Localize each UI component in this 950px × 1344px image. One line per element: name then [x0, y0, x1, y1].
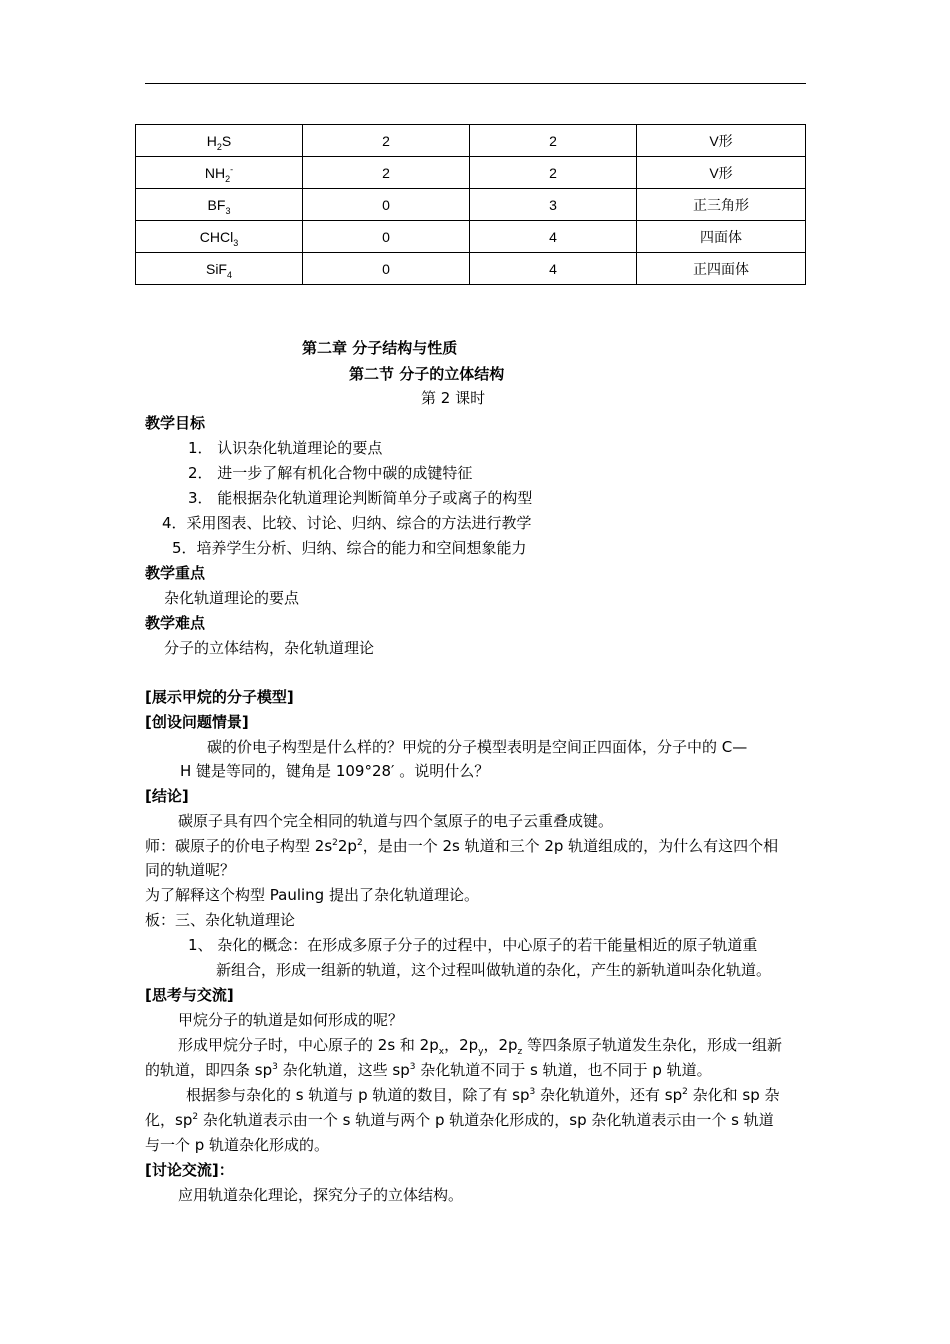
think-text: 的轨道，即四条 $sp^3$ 杂化轨道，这些 $sp^3$ 杂化轨道不同于 s 轨道，也不同于 p 轨道。 [145, 1061, 712, 1079]
pair-total-cell: 4 [470, 253, 637, 285]
goal-item: 3． 能根据杂化轨道理论判断简单分子或离子的构型 [188, 489, 533, 507]
teacher-line: 同的轨道呢？ [145, 861, 236, 879]
think-text: 与一个 p 轨道杂化形成的。 [145, 1136, 330, 1154]
board-line: 板：三、杂化轨道理论 [145, 911, 296, 929]
table-row [136, 157, 806, 189]
think-heading: [思考与交流] [145, 986, 234, 1004]
think-text: 化，$sp^2$ 杂化轨道表示由一个 s 轨道与两个 p 轨道杂化形成的，sp 杂化轨道表示由一个 s 轨道 [145, 1111, 774, 1129]
formula-cell: $H_2S$ [136, 125, 303, 157]
difficulty-title: 教学难点 [145, 614, 206, 632]
shape-cell: 正四面体 [637, 253, 806, 285]
think-text: 根据参与杂化的 s 轨道与 p 轨道的数目，除了有 $sp^3$ 杂化轨道外，还有 $sp^2$ 杂化和 sp 杂 [186, 1086, 780, 1104]
shape-cell: 正三角形 [637, 189, 806, 221]
formula-cell: $BF_3$ [136, 189, 303, 221]
lone-pair-cell: 0 [303, 221, 470, 253]
table-row [136, 125, 806, 157]
header-rule [145, 83, 806, 84]
pauling-line: 为了解释这个构型 Pauling 提出了杂化轨道理论。 [145, 886, 479, 904]
lone-pair-cell: 0 [303, 253, 470, 285]
section-title: 第二节 分子的立体结构 [349, 365, 505, 383]
formula-cell: CHCl$_3$ [136, 221, 303, 253]
lesson-label: 第 2 课时 [421, 389, 486, 407]
table-row [136, 189, 806, 221]
formula-cell: $NH_2^-$ [136, 157, 303, 189]
discuss-heading: [讨论交流]： [145, 1161, 234, 1179]
lone-pair-cell: 2 [303, 157, 470, 189]
shape-cell: V形 [637, 125, 806, 157]
shape-cell: 四面体 [637, 221, 806, 253]
situation-heading: [创设问题情景] [145, 713, 249, 731]
hybrid-concept-line: 1、 杂化的概念：在形成多原子分子的过程中，中心原子的若干能量相近的原子轨道重 [188, 936, 758, 954]
key-title: 教学重点 [145, 564, 206, 582]
key-text: 杂化轨道理论的要点 [164, 589, 300, 607]
pair-total-cell: 2 [470, 157, 637, 189]
question-line: H 键是等同的，键角是 109°28′ 。说明什么？ [180, 762, 490, 780]
table-row [136, 221, 806, 253]
show-model-heading: [展示甲烷的分子模型] [145, 688, 294, 706]
hybrid-concept-line: 新组合，形成一组新的轨道，这个过程叫做轨道的杂化，产生的新轨道叫杂化轨道。 [216, 961, 772, 979]
goal-item: 2． 进一步了解有机化合物中碳的成键特征 [188, 464, 473, 482]
conclusion-heading: [结论] [145, 787, 189, 805]
goal-item: 1． 认识杂化轨道理论的要点 [188, 439, 383, 457]
lone-pair-cell: 2 [303, 125, 470, 157]
chapter-title: 第二章 分子结构与性质 [302, 339, 458, 357]
molecule-table [135, 124, 806, 285]
goal-item: 4．采用图表、比较、讨论、归纳、综合的方法进行教学 [162, 514, 532, 532]
shape-cell: V形 [637, 157, 806, 189]
pair-total-cell: 2 [470, 125, 637, 157]
teacher-line: 师：碳原子的价电子构型 $2s^22p^2$，是由一个 2s 轨道和三个 2p 轨道组成的，为什么有这四个相 [145, 837, 779, 855]
pair-total-cell: 4 [470, 221, 637, 253]
formula-cell: SiF$_4$ [136, 253, 303, 285]
think-text: 形成甲烷分子时，中心原子的 2s 和 $2p_x$，$2p_y$，$2p_z$ 等四条原子轨道发生杂化，形成一组新 [178, 1036, 783, 1057]
conclusion-text: 碳原子具有四个完全相同的轨道与四个氢原子的电子云重叠成键。 [178, 812, 614, 830]
question-line: 碳的价电子构型是什么样的？甲烷的分子模型表明是空间正四面体，分子中的 C— [207, 738, 748, 756]
lone-pair-cell: 0 [303, 189, 470, 221]
think-text: 甲烷分子的轨道是如何形成的呢？ [178, 1011, 404, 1029]
pair-total-cell: 3 [470, 189, 637, 221]
goal-item: 5．培养学生分析、归纳、综合的能力和空间想象能力 [172, 539, 527, 557]
discuss-text: 应用轨道杂化理论，探究分子的立体结构。 [178, 1186, 464, 1204]
difficulty-text: 分子的立体结构，杂化轨道理论 [164, 639, 375, 657]
table-row [136, 253, 806, 285]
goals-title: 教学目标 [145, 414, 206, 432]
